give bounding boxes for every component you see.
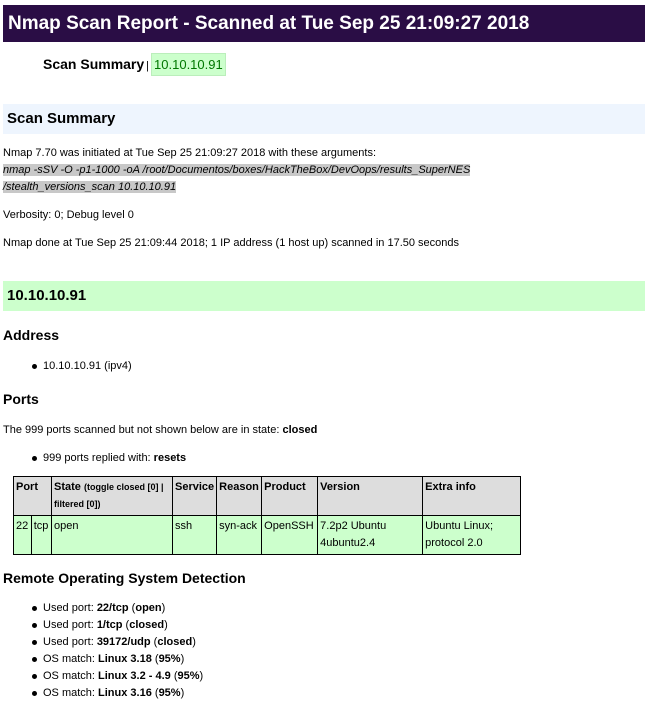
- table-header-row: [14, 477, 521, 516]
- product-cell: OpenSSH: [262, 516, 318, 555]
- toc-scan-summary-link[interactable]: Scan Summary: [43, 56, 145, 72]
- toc-separator: |: [146, 60, 150, 72]
- command-line: [3, 162, 470, 196]
- state-header: State (toggle closed [0] | filtered [0]): [52, 477, 173, 516]
- address-list: [0, 358, 132, 375]
- list-item: OS match: Linux 3.2 - 4.9 (95%): [0, 668, 203, 685]
- port-header: Port: [14, 477, 52, 516]
- toggle-filtered-link[interactable]: filtered [0]): [54, 499, 101, 509]
- reason-cell: syn-ack: [217, 516, 262, 555]
- command-line-2: /stealth_versions_scan 10.10.10.91: [3, 181, 177, 193]
- list-item: Used port: 22/tcp (open): [0, 600, 203, 617]
- verbosity-text: Verbosity: 0; Debug level 0: [3, 209, 134, 221]
- service-header: Service: [173, 477, 217, 516]
- os-detection-list: [0, 600, 203, 702]
- version-cell: 7.2p2 Ubuntu 4ubuntu2.4: [318, 516, 423, 555]
- ports-table: [13, 476, 521, 555]
- list-item: 999 ports replied with: resets: [0, 450, 186, 467]
- list-item: OS match: Linux 3.16 (95%): [0, 685, 203, 702]
- done-text: Nmap done at Tue Sep 25 21:09:44 2018; 1 IP address (1 host up) scanned in 17.50 seconds: [3, 237, 460, 249]
- toggle-closed-link[interactable]: (toggle closed [0] |: [83, 482, 164, 492]
- replied-list: [0, 450, 186, 467]
- initiated-text: Nmap 7.70 was initiated at Tue Sep 25 21:09:27 2018 with these arguments:: [3, 147, 377, 159]
- version-header: Version: [318, 477, 423, 516]
- product-header: Product: [262, 477, 318, 516]
- port-cell: 22: [14, 516, 32, 555]
- list-item: 10.10.10.91 (ipv4): [0, 358, 132, 375]
- reason-header: Reason: [217, 477, 262, 516]
- list-item: Used port: 1/tcp (closed): [0, 617, 203, 634]
- os-detection-heading: Remote Operating System Detection: [3, 570, 246, 586]
- table-row: [14, 516, 521, 555]
- scan-summary-heading: Scan Summary: [3, 104, 645, 134]
- state-cell: open: [52, 516, 173, 555]
- list-item: Used port: 39172/udp (closed): [0, 634, 203, 651]
- ports-heading: Ports: [3, 391, 39, 407]
- service-cell: ssh: [173, 516, 217, 555]
- toc-host-link[interactable]: 10.10.10.91: [151, 53, 226, 76]
- proto-cell: tcp: [31, 516, 51, 555]
- command-line-1: nmap -sSV -O -p1-1000 -oA /root/Documentos/boxes/HackTheBox/DevOops/results_SuperNES: [3, 164, 471, 176]
- table-of-contents: [43, 56, 226, 72]
- address-heading: Address: [3, 327, 60, 343]
- ports-note-state: closed: [282, 424, 318, 436]
- list-item: OS match: Linux 3.18 (95%): [0, 651, 203, 668]
- host-heading: 10.10.10.91: [3, 281, 645, 311]
- extra-info-header: Extra info: [423, 477, 521, 516]
- report-title: Nmap Scan Report - Scanned at Tue Sep 25 21:09:27 2018: [3, 5, 645, 42]
- ports-note: The 999 ports scanned but not shown below are in state: closed: [3, 424, 318, 436]
- extra-info-cell: Ubuntu Linux; protocol 2.0: [423, 516, 521, 555]
